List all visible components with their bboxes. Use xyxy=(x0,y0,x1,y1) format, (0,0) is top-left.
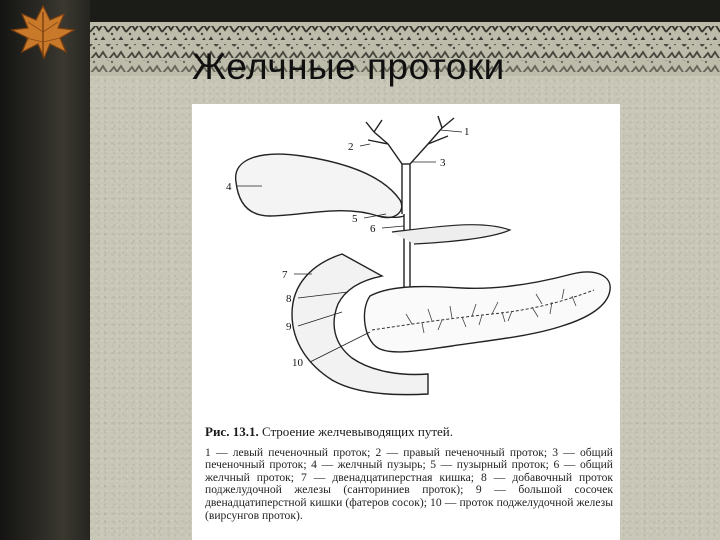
label-1: 1 xyxy=(464,126,470,138)
caption-fig-number: Рис. 13.1. xyxy=(205,424,259,439)
label-3: 3 xyxy=(440,157,446,169)
caption-title xyxy=(205,426,613,439)
figure-caption xyxy=(205,426,613,522)
caption-title-text: Строение желчевыводящих путей. xyxy=(258,424,454,439)
pancreas xyxy=(364,272,610,352)
caption-body: 1 — левый печеночный проток; 2 — правый печеночный проток; 3 — общий печеночный проток; 4 — желчный пузырь; 5 — пузырный проток; 6 — общий желчный проток; 7 — двенадцатиперстная кишка; 8 — добавочный проток поджелудочной железы (санториниев проток); 9 — большой сосочек двенадцатиперстной кишки (фатеров сосок); 10 — проток поджелудочной железы (вирсунгов проток). xyxy=(205,445,613,522)
left-decorative-band xyxy=(0,0,90,540)
slide-title: Желчные протоки xyxy=(192,46,505,87)
figure-bile-ducts xyxy=(192,104,620,540)
label-9: 9 xyxy=(286,321,292,333)
label-7: 7 xyxy=(282,269,288,281)
label-2: 2 xyxy=(348,141,354,153)
label-8: 8 xyxy=(286,293,292,305)
autumn-leaf-icon xyxy=(6,2,80,62)
label-6: 6 xyxy=(370,223,376,235)
label-4: 4 xyxy=(226,181,232,193)
label-10: 10 xyxy=(292,357,303,369)
bile-duct-diagram xyxy=(192,104,620,424)
label-5: 5 xyxy=(352,213,358,225)
